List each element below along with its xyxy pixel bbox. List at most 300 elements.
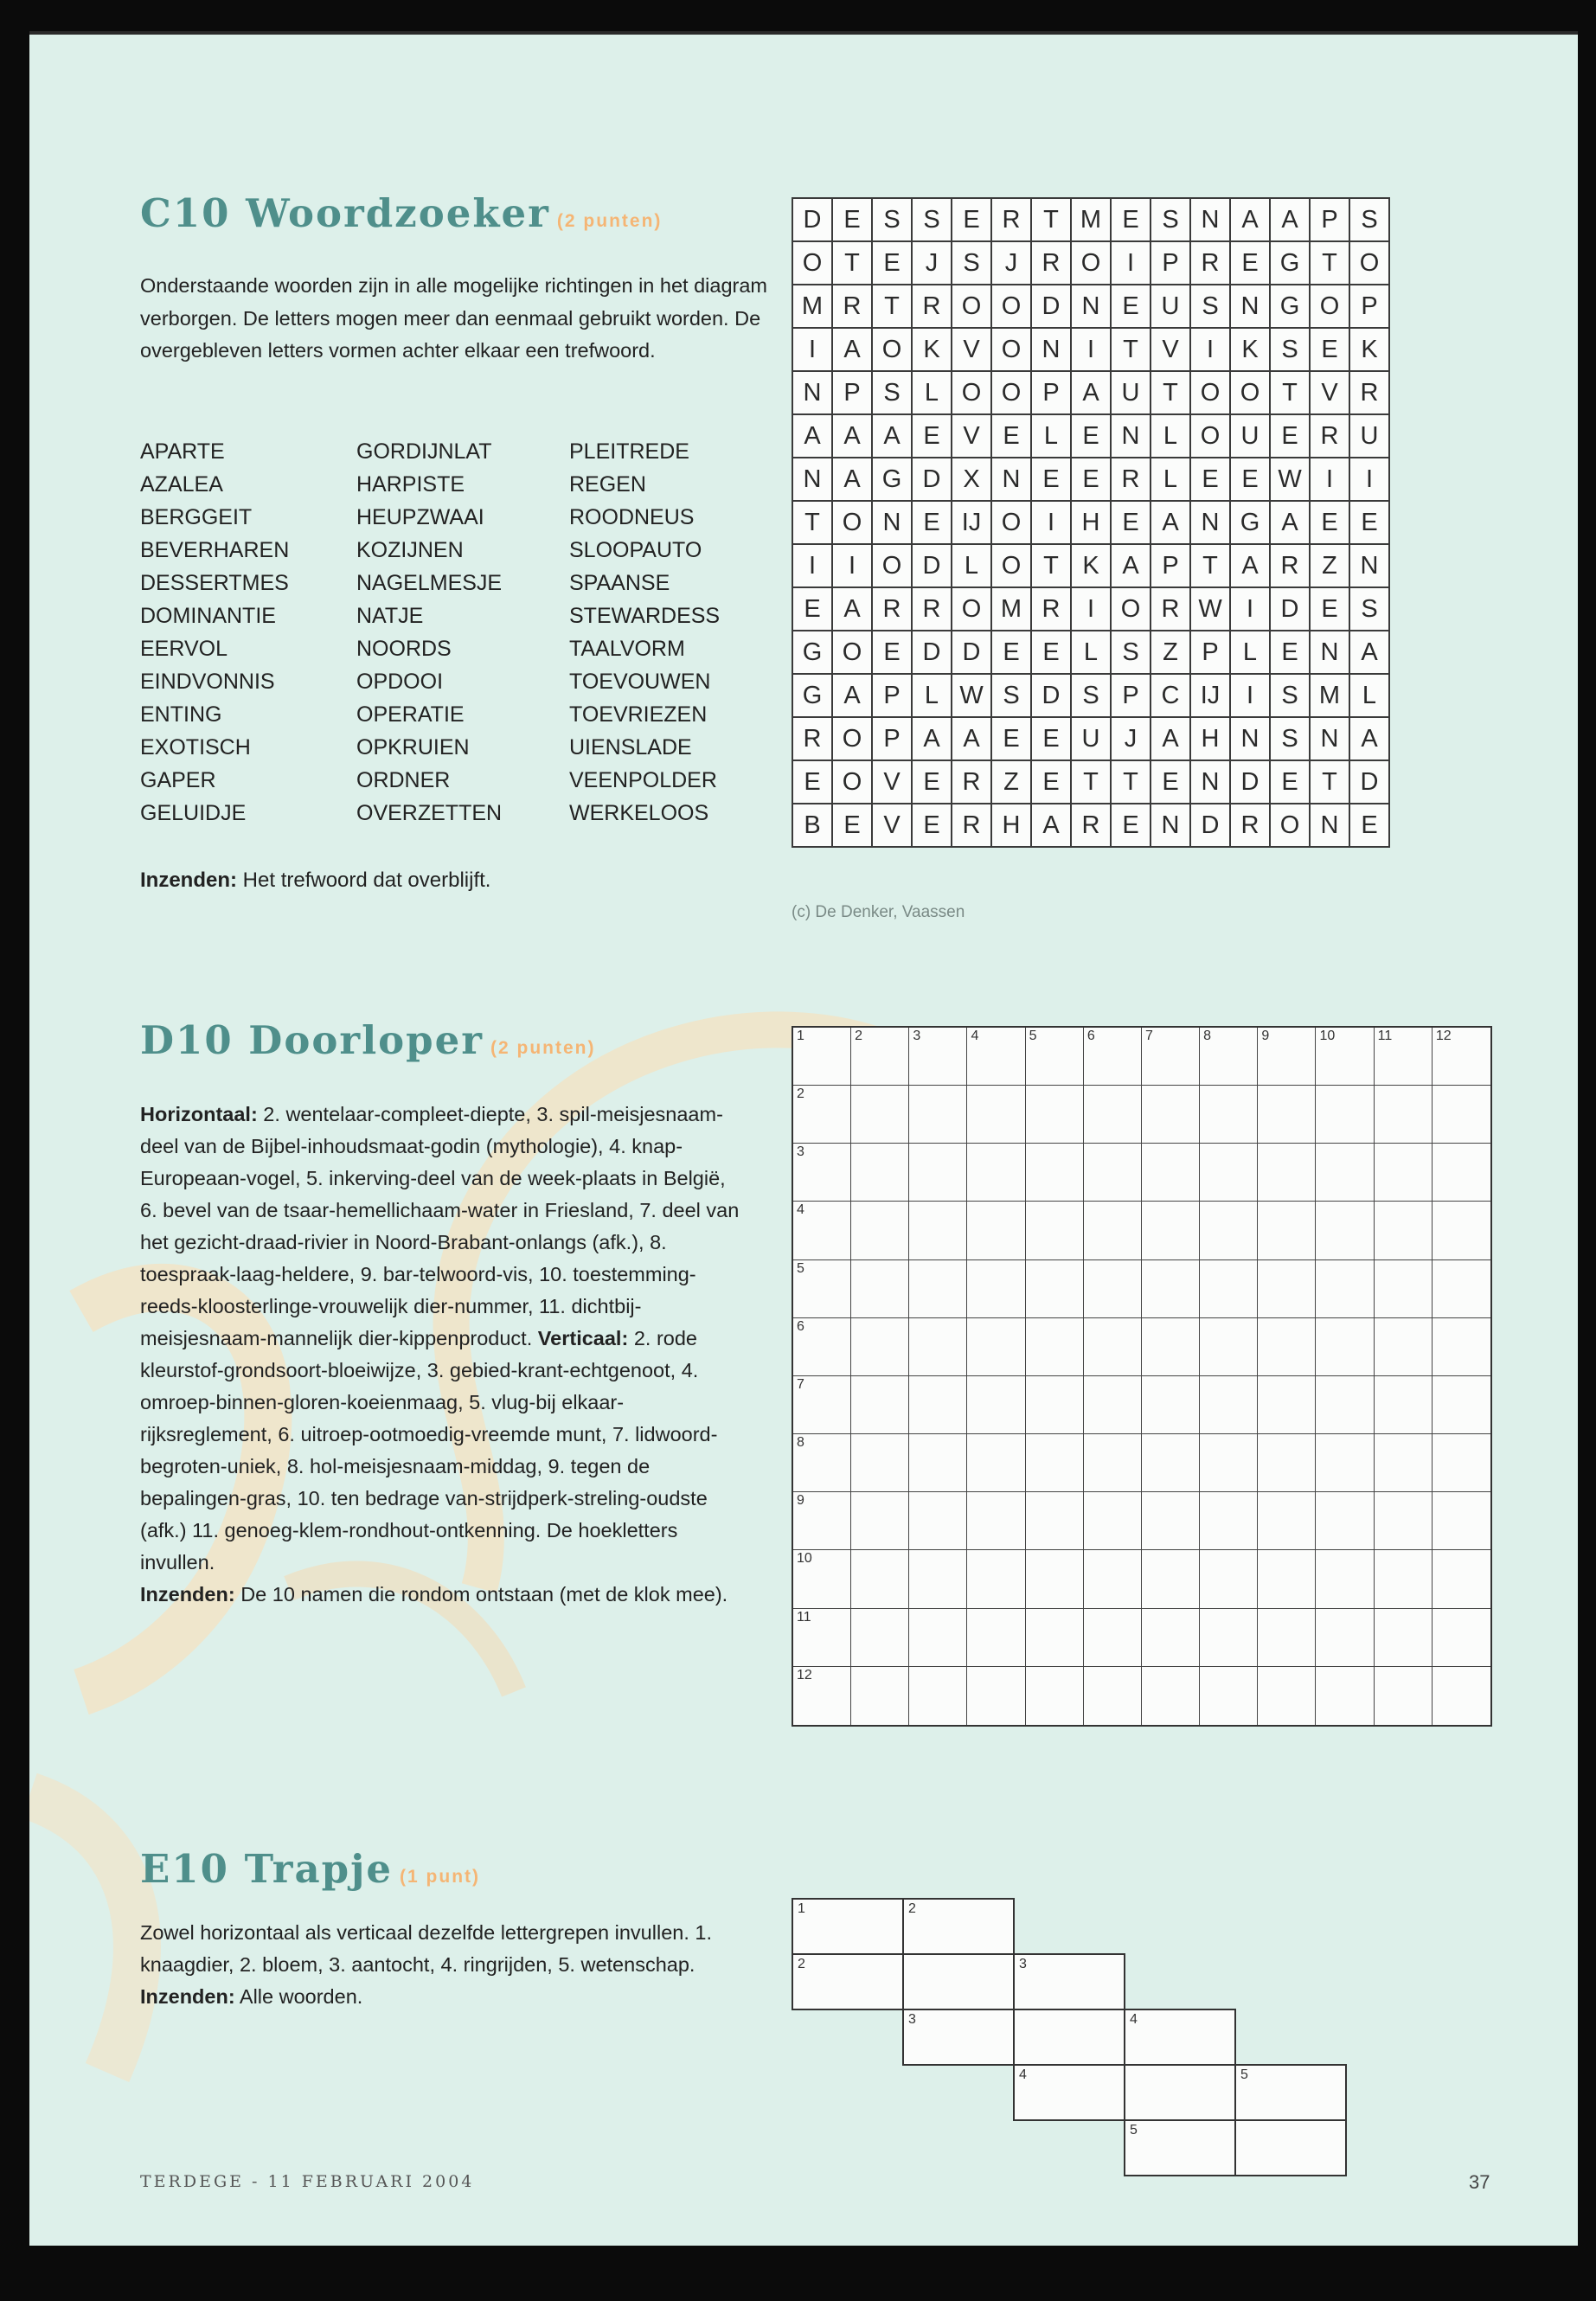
letter-cell: T bbox=[1310, 760, 1349, 804]
letter-cell: L bbox=[1071, 631, 1111, 674]
grid-cell bbox=[1200, 1318, 1258, 1376]
letter-cell: R bbox=[1031, 241, 1071, 285]
letter-cell: O bbox=[952, 371, 991, 414]
cell-number: 4 bbox=[1130, 2012, 1138, 2027]
letter-cell: A bbox=[1230, 544, 1270, 587]
letter-cell: E bbox=[832, 198, 872, 241]
letter-cell: R bbox=[792, 717, 832, 760]
submit-text: Alle woorden. bbox=[234, 1985, 363, 2008]
letter-cell: L bbox=[1151, 414, 1190, 458]
word: TOEVOUWEN bbox=[569, 670, 711, 694]
word: DOMINANTIE bbox=[140, 604, 276, 628]
grid-cell bbox=[1142, 1550, 1200, 1608]
letter-cell: T bbox=[1310, 241, 1349, 285]
grid-cell bbox=[967, 1609, 1025, 1667]
letter-cell: E bbox=[1111, 285, 1151, 328]
letter-cell: O bbox=[991, 544, 1031, 587]
grid-cell bbox=[851, 1609, 909, 1667]
grid-cell bbox=[909, 1376, 967, 1434]
grid-cell bbox=[1316, 1609, 1374, 1667]
letter-cell: I bbox=[1230, 674, 1270, 717]
grid-cell bbox=[1375, 1376, 1433, 1434]
letter-cell: E bbox=[832, 804, 872, 847]
word: HEUPZWAAI bbox=[356, 505, 484, 529]
letter-cell: P bbox=[1031, 371, 1071, 414]
word: EXOTISCH bbox=[140, 735, 251, 760]
letter-cell: P bbox=[1349, 285, 1389, 328]
letter-cell: IJ bbox=[1190, 674, 1230, 717]
grid-cell bbox=[1258, 1202, 1316, 1259]
letter-cell: T bbox=[1270, 371, 1310, 414]
cell-number: 9 bbox=[1261, 1029, 1270, 1043]
word: VEENPOLDER bbox=[569, 768, 717, 792]
grid-cell bbox=[1084, 1260, 1142, 1318]
letter-cell: T bbox=[1111, 760, 1151, 804]
letter-cell: O bbox=[1190, 414, 1230, 458]
letter-cell: R bbox=[1111, 458, 1151, 501]
grid-cell bbox=[909, 1086, 967, 1144]
letter-cell: V bbox=[1310, 371, 1349, 414]
letter-cell: N bbox=[792, 458, 832, 501]
word: GAPER bbox=[140, 768, 216, 792]
grid-credit: (c) De Denker, Vaassen bbox=[792, 903, 965, 921]
letter-cell: E bbox=[792, 587, 832, 631]
trapje-cell bbox=[792, 1953, 904, 2010]
vertical-clues: 2. rode kleurstof-grondsoort-bloeiwijze, 3. gebied-krant-echtgenoot, 4. omroep-binnen-gloren-koeienmaag, 5. vlug-bij elkaar-rijksreglement, 6. uitroep-ootmoedig-vreemde munt, 7. lidwoord-begroten-uniek, 8. hol-meisjesnaam-middag, 9. tegen de bepalingen-gras, 10. ten bedrage van-strijdperk-streling-oudste (afk.) 11. genoeg-klem-rondhout-ontkenning. De hoekletters invullen. bbox=[140, 1327, 718, 1574]
letter-cell: R bbox=[912, 285, 952, 328]
letter-cell: L bbox=[1230, 631, 1270, 674]
cell-number: 5 bbox=[797, 1260, 804, 1276]
letter-cell: G bbox=[1270, 285, 1310, 328]
cell-number: 2 bbox=[855, 1029, 863, 1043]
cell-number: 3 bbox=[913, 1029, 921, 1043]
grid-cell bbox=[1142, 1609, 1200, 1667]
letter-cell: I bbox=[1230, 587, 1270, 631]
letter-cell: E bbox=[1031, 458, 1071, 501]
letter-cell: O bbox=[792, 241, 832, 285]
grid-cell bbox=[1375, 1609, 1433, 1667]
grid-cell bbox=[1433, 1318, 1490, 1376]
word: STEWARDESS bbox=[569, 604, 721, 628]
letter-cell: I bbox=[1071, 587, 1111, 631]
letter-cell: V bbox=[1151, 328, 1190, 371]
cell-number: 11 bbox=[797, 1609, 811, 1625]
letter-cell: E bbox=[1230, 241, 1270, 285]
grid-cell bbox=[1026, 1434, 1084, 1492]
cell-number: 2 bbox=[797, 1086, 804, 1102]
letter-cell: L bbox=[912, 371, 952, 414]
grid-cell bbox=[1084, 1086, 1142, 1144]
word: NAGELMESJE bbox=[356, 571, 503, 595]
footer-publication: TERDEGE - 11 FEBRUARI 2004 bbox=[140, 2172, 475, 2191]
grid-cell bbox=[1316, 1028, 1374, 1086]
grid-cell bbox=[1316, 1434, 1374, 1492]
c10-title-text: C10 Woordzoeker bbox=[140, 190, 550, 236]
grid-cell bbox=[909, 1492, 967, 1550]
letter-cell: B bbox=[792, 804, 832, 847]
horizontal-clues: 2. wentelaar-compleet-diepte, 3. spil-meisjesnaam-deel van de Bijbel-inhoudsmaat-godin (mythologie), 4. knap-Europeaan-vogel, 5. inkerving-deel van de week-plaats in België, 6. bevel van de tsaar-hemellichaam-water in Friesland, 7. deel van het gezicht-draad-rivier in Noord-Brabant-onlangs (afk.), 8. toespraak-laag-heldere, 9. bar-telwoord-vis, 10. toestemming-reeds-kloosterlinge-vrouwelijk dier-nummer, 11. dichtbij-meisjesnaam-mannelijk dier-kippenproduct. bbox=[140, 1103, 740, 1349]
letter-cell: E bbox=[1190, 458, 1230, 501]
letter-cell: L bbox=[952, 544, 991, 587]
grid-row bbox=[792, 631, 1389, 674]
grid-cell bbox=[1084, 1492, 1142, 1550]
letter-cell: J bbox=[912, 241, 952, 285]
letter-cell: N bbox=[991, 458, 1031, 501]
letter-cell: K bbox=[1230, 328, 1270, 371]
cell-number: 3 bbox=[797, 1144, 804, 1160]
word: BEVERHAREN bbox=[140, 538, 290, 562]
e10-instructions bbox=[140, 1917, 746, 2013]
trapje-cell bbox=[792, 1898, 904, 1955]
grid-cell bbox=[1258, 1492, 1316, 1550]
grid-cell bbox=[1316, 1667, 1374, 1725]
grid-cell bbox=[967, 1492, 1025, 1550]
trapje-cell bbox=[902, 1953, 1015, 2010]
grid-cell bbox=[1375, 1492, 1433, 1550]
letter-cell: V bbox=[952, 328, 991, 371]
letter-cell: E bbox=[1071, 458, 1111, 501]
grid-cell bbox=[1258, 1318, 1316, 1376]
letter-cell: O bbox=[991, 501, 1031, 544]
grid-cell bbox=[1375, 1260, 1433, 1318]
grid-cell bbox=[967, 1550, 1025, 1608]
letter-cell: A bbox=[792, 414, 832, 458]
cell-number: 3 bbox=[1019, 1957, 1027, 1971]
grid-cell bbox=[909, 1260, 967, 1318]
letter-cell: D bbox=[1230, 760, 1270, 804]
letter-cell: U bbox=[1151, 285, 1190, 328]
letter-cell: W bbox=[1190, 587, 1230, 631]
letter-cell: O bbox=[1310, 285, 1349, 328]
letter-cell: D bbox=[1270, 587, 1310, 631]
letter-cell: E bbox=[912, 760, 952, 804]
grid-cell bbox=[851, 1028, 909, 1086]
grid-cell bbox=[1200, 1086, 1258, 1144]
letter-cell: A bbox=[1031, 804, 1071, 847]
letter-cell: H bbox=[1071, 501, 1111, 544]
word: EERVOL bbox=[140, 637, 228, 661]
letter-cell: U bbox=[1349, 414, 1389, 458]
letter-cell: E bbox=[912, 414, 952, 458]
letter-cell: T bbox=[1151, 371, 1190, 414]
grid-cell bbox=[1433, 1144, 1490, 1202]
d10-title-text: D10 Doorloper bbox=[140, 1017, 484, 1063]
letter-cell: R bbox=[1071, 804, 1111, 847]
letter-cell: S bbox=[872, 371, 912, 414]
letter-cell: O bbox=[832, 760, 872, 804]
cell-number: 3 bbox=[908, 2012, 916, 2027]
grid-cell bbox=[1433, 1086, 1490, 1144]
cell-number: 2 bbox=[798, 1957, 805, 1971]
letter-cell: D bbox=[1031, 285, 1071, 328]
letter-cell: O bbox=[832, 501, 872, 544]
grid-cell bbox=[1026, 1260, 1084, 1318]
letter-cell: P bbox=[1310, 198, 1349, 241]
vertical-label: Verticaal: bbox=[537, 1327, 629, 1349]
letter-cell: T bbox=[832, 241, 872, 285]
letter-cell: L bbox=[1349, 674, 1389, 717]
grid-cell bbox=[1142, 1086, 1200, 1144]
letter-cell: P bbox=[1111, 674, 1151, 717]
grid-cell bbox=[967, 1202, 1025, 1259]
letter-cell: S bbox=[1270, 717, 1310, 760]
letter-cell: R bbox=[1310, 414, 1349, 458]
grid-cell bbox=[793, 1144, 851, 1202]
grid-cell bbox=[1084, 1376, 1142, 1434]
letter-cell: O bbox=[952, 587, 991, 631]
grid-cell bbox=[909, 1667, 967, 1725]
grid-cell bbox=[1142, 1667, 1200, 1725]
grid-cell bbox=[1258, 1376, 1316, 1434]
letter-cell: N bbox=[1310, 804, 1349, 847]
grid-cell bbox=[1258, 1260, 1316, 1318]
letter-cell: G bbox=[1270, 241, 1310, 285]
grid-cell bbox=[1142, 1492, 1200, 1550]
grid-cell bbox=[1142, 1376, 1200, 1434]
grid-row bbox=[792, 804, 1389, 847]
grid-cell bbox=[1316, 1202, 1374, 1259]
letter-cell: I bbox=[1071, 328, 1111, 371]
letter-cell: M bbox=[1071, 198, 1111, 241]
letter-cell: R bbox=[952, 804, 991, 847]
letter-cell: S bbox=[1071, 674, 1111, 717]
grid-cell bbox=[851, 1086, 909, 1144]
letter-cell: V bbox=[872, 804, 912, 847]
word-search-grid bbox=[792, 197, 1390, 848]
grid-cell bbox=[909, 1609, 967, 1667]
grid-cell bbox=[1375, 1318, 1433, 1376]
letter-cell: E bbox=[1310, 587, 1349, 631]
letter-cell: A bbox=[1071, 371, 1111, 414]
word: TOEVRIEZEN bbox=[569, 702, 708, 727]
letter-cell: E bbox=[1151, 760, 1190, 804]
letter-cell: T bbox=[1190, 544, 1230, 587]
grid-cell bbox=[793, 1028, 851, 1086]
letter-cell: P bbox=[872, 674, 912, 717]
grid-cell bbox=[851, 1318, 909, 1376]
grid-cell bbox=[1142, 1434, 1200, 1492]
letter-cell: E bbox=[1111, 501, 1151, 544]
letter-cell: T bbox=[792, 501, 832, 544]
letter-cell: K bbox=[912, 328, 952, 371]
grid-cell bbox=[793, 1086, 851, 1144]
submit-label: Inzenden: bbox=[140, 1985, 235, 2008]
letter-cell: E bbox=[1031, 717, 1071, 760]
grid-cell bbox=[909, 1318, 967, 1376]
grid-cell bbox=[793, 1609, 851, 1667]
grid-cell bbox=[1026, 1028, 1084, 1086]
trapje-cell bbox=[1124, 2064, 1236, 2121]
grid-row bbox=[792, 587, 1389, 631]
letter-cell: N bbox=[1071, 285, 1111, 328]
grid-cell bbox=[1142, 1260, 1200, 1318]
word: DESSERTMES bbox=[140, 571, 289, 595]
word: WERKELOOS bbox=[569, 801, 709, 825]
trapje-cell bbox=[1234, 2119, 1347, 2176]
horizontal-label: Horizontaal: bbox=[140, 1103, 258, 1125]
grid-row bbox=[792, 717, 1389, 760]
word: ENTING bbox=[140, 702, 222, 727]
letter-cell: H bbox=[991, 804, 1031, 847]
letter-cell: W bbox=[1270, 458, 1310, 501]
grid-cell bbox=[1142, 1144, 1200, 1202]
letter-cell: N bbox=[1190, 760, 1230, 804]
letter-cell: E bbox=[1270, 760, 1310, 804]
grid-cell bbox=[793, 1492, 851, 1550]
letter-cell: O bbox=[952, 285, 991, 328]
letter-cell: E bbox=[912, 501, 952, 544]
trapje-cell bbox=[1234, 2064, 1347, 2121]
word-column bbox=[569, 435, 768, 830]
grid-cell bbox=[1084, 1028, 1142, 1086]
grid-row bbox=[792, 501, 1389, 544]
letter-cell: D bbox=[912, 631, 952, 674]
letter-cell: I bbox=[1111, 241, 1151, 285]
word: OVERZETTEN bbox=[356, 801, 503, 825]
grid-cell bbox=[1433, 1609, 1490, 1667]
letter-cell: C bbox=[1151, 674, 1190, 717]
letter-cell: L bbox=[1151, 458, 1190, 501]
grid-cell bbox=[1258, 1550, 1316, 1608]
letter-cell: E bbox=[1111, 804, 1151, 847]
cell-number: 8 bbox=[797, 1435, 804, 1451]
grid-cell bbox=[1316, 1086, 1374, 1144]
cell-number: 6 bbox=[797, 1318, 804, 1334]
letter-cell: A bbox=[1349, 631, 1389, 674]
letter-cell: A bbox=[832, 458, 872, 501]
letter-cell: K bbox=[1071, 544, 1111, 587]
letter-cell: O bbox=[991, 328, 1031, 371]
letter-cell: J bbox=[1111, 717, 1151, 760]
letter-cell: E bbox=[912, 804, 952, 847]
letter-cell: IJ bbox=[952, 501, 991, 544]
trapje-cell bbox=[1013, 2064, 1125, 2121]
grid-cell bbox=[1200, 1667, 1258, 1725]
word: SLOOPAUTO bbox=[569, 538, 702, 562]
c10-instructions: Onderstaande woorden zijn in alle mogelijke richtingen in het diagram verborgen. De letters mogen meer dan eenmaal gebruikt worden. De overgebleven letters vormen achter elkaar een trefwoord. bbox=[140, 274, 768, 362]
cell-number: 10 bbox=[797, 1551, 812, 1567]
grid-cell bbox=[1200, 1609, 1258, 1667]
letter-cell: T bbox=[1031, 198, 1071, 241]
grid-cell bbox=[851, 1434, 909, 1492]
word: NOORDS bbox=[356, 637, 452, 661]
grid-cell bbox=[793, 1667, 851, 1725]
letter-cell: J bbox=[991, 241, 1031, 285]
cell-number: 7 bbox=[1144, 1029, 1153, 1043]
grid-cell bbox=[1433, 1492, 1490, 1550]
grid-cell bbox=[1258, 1609, 1316, 1667]
letter-cell: E bbox=[1270, 631, 1310, 674]
grid-cell bbox=[1200, 1550, 1258, 1608]
grid-cell bbox=[1433, 1260, 1490, 1318]
grid-cell bbox=[1258, 1028, 1316, 1086]
letter-cell: S bbox=[1270, 674, 1310, 717]
letter-cell: R bbox=[1031, 587, 1071, 631]
letter-cell: N bbox=[1151, 804, 1190, 847]
letter-cell: N bbox=[1031, 328, 1071, 371]
letter-cell: O bbox=[1230, 371, 1270, 414]
grid-cell bbox=[1433, 1667, 1490, 1725]
grid-cell bbox=[851, 1260, 909, 1318]
word: BERGGEIT bbox=[140, 505, 253, 529]
top-rule bbox=[29, 31, 1578, 35]
letter-cell: P bbox=[832, 371, 872, 414]
letter-cell: D bbox=[1349, 760, 1389, 804]
letter-cell: A bbox=[1111, 544, 1151, 587]
letter-cell: A bbox=[872, 414, 912, 458]
word: GELUIDJE bbox=[140, 801, 247, 825]
letter-cell: T bbox=[1111, 328, 1151, 371]
letter-cell: D bbox=[1031, 674, 1071, 717]
letter-cell: E bbox=[1310, 501, 1349, 544]
cell-number: 6 bbox=[1086, 1029, 1095, 1043]
letter-cell: R bbox=[1349, 371, 1389, 414]
word: KOZIJNEN bbox=[356, 538, 464, 562]
grid-cell bbox=[1433, 1434, 1490, 1492]
e10-title-text: E10 Trapje bbox=[140, 1846, 394, 1892]
grid-row bbox=[792, 674, 1389, 717]
word: GORDIJNLAT bbox=[356, 439, 492, 464]
letter-cell: E bbox=[1270, 414, 1310, 458]
letter-cell: U bbox=[1071, 717, 1111, 760]
letter-cell: E bbox=[991, 414, 1031, 458]
grid-cell bbox=[851, 1550, 909, 1608]
submit-label: Inzenden: bbox=[140, 868, 237, 892]
letter-cell: O bbox=[832, 717, 872, 760]
word: REGEN bbox=[569, 472, 646, 497]
letter-cell: D bbox=[792, 198, 832, 241]
grid-cell bbox=[1316, 1492, 1374, 1550]
grid-cell bbox=[1026, 1376, 1084, 1434]
grid-cell bbox=[793, 1202, 851, 1259]
letter-cell: G bbox=[872, 458, 912, 501]
grid-cell bbox=[1200, 1144, 1258, 1202]
trapje-cell bbox=[902, 1898, 1015, 1955]
grid-cell bbox=[793, 1550, 851, 1608]
letter-cell: P bbox=[1190, 631, 1230, 674]
word: OPKRUIEN bbox=[356, 735, 470, 760]
grid-cell bbox=[1258, 1667, 1316, 1725]
letter-cell: N bbox=[1190, 501, 1230, 544]
letter-cell: R bbox=[1190, 241, 1230, 285]
grid-cell bbox=[793, 1260, 851, 1318]
grid-cell bbox=[1084, 1318, 1142, 1376]
c10-submit bbox=[140, 868, 490, 893]
grid-cell bbox=[1200, 1492, 1258, 1550]
d10-points: (2 punten) bbox=[490, 1038, 596, 1058]
grid-cell bbox=[1026, 1492, 1084, 1550]
e10-title bbox=[140, 1846, 480, 1892]
grid-cell bbox=[851, 1492, 909, 1550]
letter-cell: E bbox=[1071, 414, 1111, 458]
grid-cell bbox=[1026, 1202, 1084, 1259]
letter-cell: U bbox=[1230, 414, 1270, 458]
letter-cell: E bbox=[1349, 804, 1389, 847]
grid-cell bbox=[851, 1202, 909, 1259]
grid-cell bbox=[1375, 1667, 1433, 1725]
letter-cell: S bbox=[1111, 631, 1151, 674]
word: HARPISTE bbox=[356, 472, 465, 497]
grid-row bbox=[792, 544, 1389, 587]
letter-cell: M bbox=[991, 587, 1031, 631]
trapje-cell bbox=[1124, 2119, 1236, 2176]
letter-cell: E bbox=[991, 631, 1031, 674]
grid-row bbox=[792, 241, 1389, 285]
letter-cell: R bbox=[872, 587, 912, 631]
letter-cell: D bbox=[1190, 804, 1230, 847]
submit-label: Inzenden: bbox=[140, 1583, 235, 1606]
letter-cell: O bbox=[991, 371, 1031, 414]
